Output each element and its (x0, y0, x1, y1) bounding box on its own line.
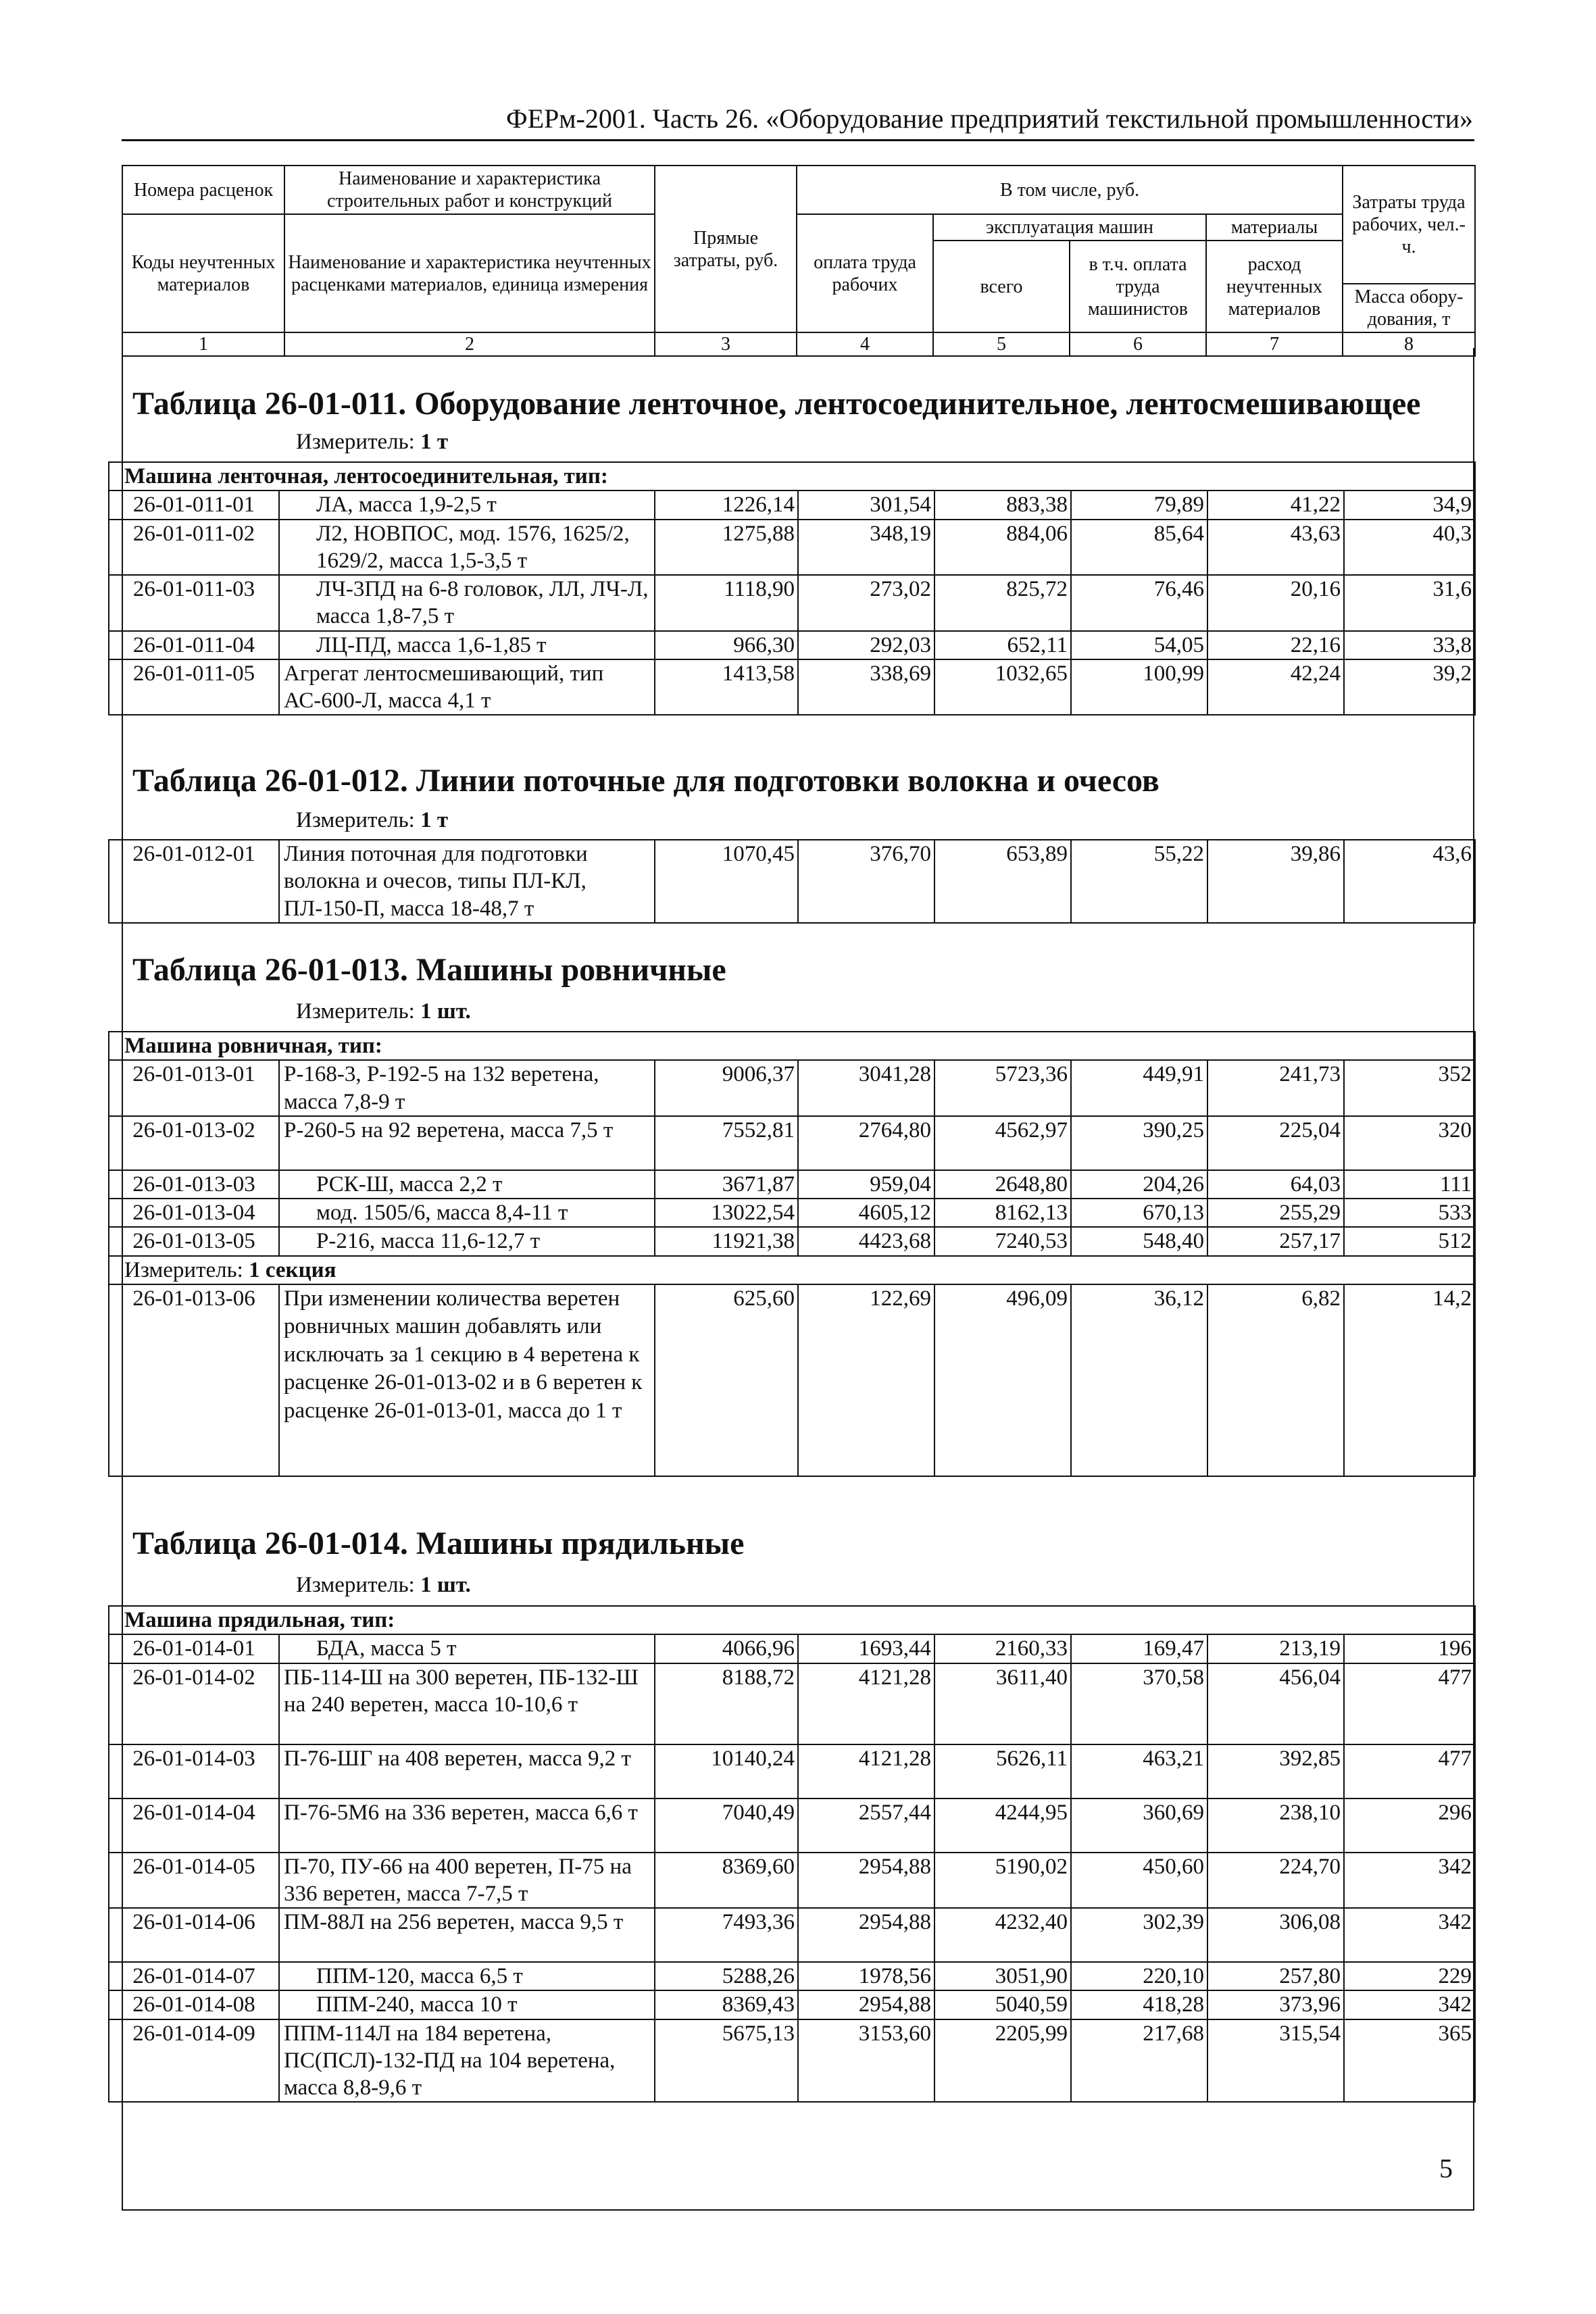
rate-code: 26-01-014-07 (109, 1962, 279, 1990)
rate-code: 26-01-014-08 (109, 1990, 279, 2019)
table-row (109, 1227, 1475, 1255)
labor-hours: 31,6 (1344, 575, 1475, 631)
data-table-013 (108, 1031, 1476, 1477)
machine-total: 4232,40 (934, 1908, 1071, 1962)
machine-total: 2648,80 (934, 1170, 1071, 1199)
direct-costs: 7552,81 (655, 1116, 798, 1170)
machinist-pay: 390,25 (1071, 1116, 1207, 1170)
labor-hours: 33,8 (1344, 631, 1475, 659)
measure-label: Измеритель: (296, 430, 415, 454)
labor-hours: 477 (1344, 1744, 1475, 1799)
col-number-2: 2 (284, 332, 655, 356)
rate-name: При изменении количества веретен ровничных машин добавлять или исключать за 1 секцию в 4 веретена к расценке 26-01-013-02 и в 6 веретен к расценке 26-01-013-01, масса до 1 т (279, 1284, 655, 1476)
col-direct-costs: Прямые затраты, руб. (655, 166, 797, 332)
rate-name: ПМ-88Л на 256 веретен, масса 9,5 т (279, 1908, 655, 1962)
table-row (109, 2019, 1475, 2103)
machinist-pay: 217,68 (1071, 2019, 1207, 2103)
machinist-pay: 204,26 (1071, 1170, 1207, 1199)
labor-hours: 365 (1344, 2019, 1475, 2103)
machinist-pay: 449,91 (1071, 1060, 1207, 1116)
rate-name: П-76-5М6 на 336 веретен, масса 6,6 т (279, 1799, 655, 1853)
rate-code: 26-01-012-01 (109, 840, 279, 923)
machine-total: 8162,13 (934, 1199, 1071, 1227)
rate-code: 26-01-014-02 (109, 1663, 279, 1744)
rate-code: 26-01-011-01 (109, 491, 279, 519)
direct-costs: 4066,96 (655, 1634, 798, 1663)
measure-014 (296, 1573, 471, 1598)
machinist-pay: 36,12 (1071, 1284, 1207, 1476)
table-row (109, 1634, 1475, 1663)
col-labor-pay: оплата труда рабочих (797, 214, 933, 332)
materials-cost: 225,04 (1207, 1116, 1344, 1170)
running-header: ФЕРм-2001. Часть 26. «Оборудование предприятий текстильной промышленности» (506, 103, 1473, 134)
col-number-5: 5 (933, 332, 1070, 356)
machine-total: 5190,02 (934, 1853, 1071, 1909)
machine-total: 4244,95 (934, 1799, 1071, 1853)
machine-total: 7240,53 (934, 1227, 1071, 1255)
direct-costs: 7040,49 (655, 1799, 798, 1853)
materials-cost: 213,19 (1207, 1634, 1344, 1663)
col-number-1: 1 (122, 332, 284, 356)
direct-costs: 7493,36 (655, 1908, 798, 1962)
machinist-pay: 450,60 (1071, 1853, 1207, 1909)
machinist-pay: 54,05 (1071, 631, 1207, 659)
labor-hours: 533 (1344, 1199, 1475, 1227)
materials-cost: 306,08 (1207, 1908, 1344, 1962)
rate-name: Линия поточная для подготовки волокна и очесов, типы ПЛ-КЛ, ПЛ-150-П, масса 18-48,7 т (279, 840, 655, 923)
rate-code: 26-01-013-01 (109, 1060, 279, 1116)
col-machinist-pay: в т.ч. оплата труда машинистов (1070, 241, 1206, 332)
subheader-013: Машина ровничная, тип: (109, 1032, 1475, 1060)
direct-costs: 8369,60 (655, 1853, 798, 1909)
rate-name: Р-168-3, Р-192-5 на 132 веретена, масса 7,8-9 т (279, 1060, 655, 1116)
materials-cost: 315,54 (1207, 2019, 1344, 2103)
rate-name: БДА, масса 5 т (279, 1634, 655, 1663)
rate-code: 26-01-013-06 (109, 1284, 279, 1476)
labor-hours: 43,6 (1344, 840, 1475, 923)
machine-total: 3051,90 (934, 1962, 1071, 1990)
rate-name: Р-260-5 на 92 веретена, масса 7,5 т (279, 1116, 655, 1170)
materials-cost: 257,17 (1207, 1227, 1344, 1255)
machinist-pay: 100,99 (1071, 659, 1207, 715)
measure-value: 1 шт. (420, 999, 471, 1024)
materials-cost: 22,16 (1207, 631, 1344, 659)
labor-hours: 342 (1344, 1853, 1475, 1909)
rate-name: П-70, ПУ-66 на 400 веретен, П-75 на 336 веретен, масса 7-7,5 т (279, 1853, 655, 1909)
col-number-7: 7 (1206, 332, 1343, 356)
measure-012 (296, 808, 448, 833)
labor-hours: 342 (1344, 1908, 1475, 1962)
subheader-014: Машина прядильная, тип: (109, 1606, 1475, 1634)
labor-hours: 342 (1344, 1990, 1475, 2019)
labor-hours: 34,9 (1344, 491, 1475, 519)
table-row (109, 491, 1475, 519)
measure-label: Измеритель: (124, 1257, 243, 1282)
direct-costs: 1070,45 (655, 840, 798, 923)
labor-hours: 196 (1344, 1634, 1475, 1663)
rate-code: 26-01-014-09 (109, 2019, 279, 2103)
subheader-011: Машина ленточная, лентосоединительная, тип: (109, 462, 1475, 491)
col-including: В том числе, руб. (797, 166, 1343, 214)
machinist-pay: 302,39 (1071, 1908, 1207, 1962)
rate-code: 26-01-014-05 (109, 1853, 279, 1909)
labor-pay: 1693,44 (798, 1634, 934, 1663)
machine-total: 2160,33 (934, 1634, 1071, 1663)
labor-pay: 2557,44 (798, 1799, 934, 1853)
table-row (109, 1962, 1475, 1990)
table-title-011: Таблица 26-01-011. Оборудование ленточное, лентосоединительное, лентосмешивающее (132, 386, 1421, 422)
rate-name: ППМ-120, масса 6,5 т (279, 1962, 655, 1990)
table-row (109, 659, 1475, 715)
rate-name: Р-216, масса 11,6-12,7 т (279, 1227, 655, 1255)
col-work-name: Наименование и характеристика строительных работ и конструкций (284, 166, 655, 214)
table-row (109, 1199, 1475, 1227)
direct-costs: 1413,58 (655, 659, 798, 715)
labor-pay: 273,02 (798, 575, 934, 631)
machine-total: 1032,65 (934, 659, 1071, 715)
measure-013 (296, 999, 471, 1024)
data-table-011 (108, 461, 1476, 715)
table-row (109, 1908, 1475, 1962)
table-row (109, 1284, 1475, 1476)
materials-cost: 373,96 (1207, 1990, 1344, 2019)
machine-total: 2205,99 (934, 2019, 1071, 2103)
table-row (109, 1060, 1475, 1116)
header-rule (122, 139, 1474, 141)
machine-total: 825,72 (934, 575, 1071, 631)
direct-costs: 1226,14 (655, 491, 798, 519)
col-machine-operation: эксплуатация машин (933, 214, 1206, 241)
direct-costs: 1275,88 (655, 520, 798, 576)
rate-name: Л2, НОВПОС, мод. 1576, 1625/2, 1629/2, масса 1,5-3,5 т (279, 520, 655, 576)
table-row (109, 520, 1475, 576)
materials-cost: 392,85 (1207, 1744, 1344, 1799)
table-title-014: Таблица 26-01-014. Машины прядильные (132, 1526, 745, 1561)
materials-cost: 241,73 (1207, 1060, 1344, 1116)
labor-hours: 296 (1344, 1799, 1475, 1853)
materials-cost: 41,22 (1207, 491, 1344, 519)
table-row (109, 575, 1475, 631)
rate-name: ППМ-114Л на 184 веретена, ПС(ПСЛ)-132-ПД на 104 веретена, масса 8,8-9,6 т (279, 2019, 655, 2103)
materials-cost: 238,10 (1207, 1799, 1344, 1853)
labor-hours: 39,2 (1344, 659, 1475, 715)
measure-value: 1 т (420, 430, 449, 454)
table-row (109, 1663, 1475, 1744)
labor-pay: 4423,68 (798, 1227, 934, 1255)
machinist-pay: 418,28 (1071, 1990, 1207, 2019)
labor-hours: 512 (1344, 1227, 1475, 1255)
rate-code: 26-01-011-05 (109, 659, 279, 715)
rate-code: 26-01-011-03 (109, 575, 279, 631)
machine-total: 884,06 (934, 520, 1071, 576)
table-row (109, 1853, 1475, 1909)
measure-value: 1 т (420, 808, 449, 832)
col-material-name: Наименование и характеристика неучтенных расценками материалов, единица измерения (284, 214, 655, 332)
labor-hours: 111 (1344, 1170, 1475, 1199)
col-materials-consumption: расход неучтенных материалов (1206, 241, 1343, 332)
measure-label: Измеритель: (296, 1573, 415, 1597)
labor-pay: 2954,88 (798, 1908, 934, 1962)
direct-costs: 5288,26 (655, 1962, 798, 1990)
direct-costs: 8188,72 (655, 1663, 798, 1744)
machine-total: 4562,97 (934, 1116, 1071, 1170)
direct-costs: 10140,24 (655, 1744, 798, 1799)
rate-code: 26-01-013-04 (109, 1199, 279, 1227)
rate-code: 26-01-011-02 (109, 520, 279, 576)
col-rate-numbers: Номера расценок (122, 166, 284, 214)
table-row (109, 1799, 1475, 1853)
materials-cost: 6,82 (1207, 1284, 1344, 1476)
labor-pay: 4121,28 (798, 1744, 934, 1799)
machine-total: 653,89 (934, 840, 1071, 923)
labor-pay: 2954,88 (798, 1853, 934, 1909)
table-row (109, 1170, 1475, 1199)
machinist-pay: 55,22 (1071, 840, 1207, 923)
direct-costs: 625,60 (655, 1284, 798, 1476)
machinist-pay: 79,89 (1071, 491, 1207, 519)
machine-total: 496,09 (934, 1284, 1071, 1476)
table-row (109, 840, 1475, 923)
machinist-pay: 85,64 (1071, 520, 1207, 576)
machinist-pay: 169,47 (1071, 1634, 1207, 1663)
labor-pay: 3153,60 (798, 2019, 934, 2103)
machine-total: 5723,36 (934, 1060, 1071, 1116)
col-materials: материалы (1206, 214, 1343, 241)
materials-cost: 43,63 (1207, 520, 1344, 576)
labor-pay: 1978,56 (798, 1962, 934, 1990)
machine-total: 3611,40 (934, 1663, 1071, 1744)
rate-code: 26-01-014-04 (109, 1799, 279, 1853)
direct-costs: 11921,38 (655, 1227, 798, 1255)
data-table-014 (108, 1605, 1476, 2103)
measure-value: 1 шт. (420, 1573, 471, 1597)
labor-hours: 477 (1344, 1663, 1475, 1744)
rate-code: 26-01-013-03 (109, 1170, 279, 1199)
rate-name: ЛЦ-ПД, масса 1,6-1,85 т (279, 631, 655, 659)
labor-pay: 3041,28 (798, 1060, 934, 1116)
labor-hours: 352 (1344, 1060, 1475, 1116)
labor-pay: 348,19 (798, 520, 934, 576)
labor-pay: 4605,12 (798, 1199, 934, 1227)
labor-hours: 40,3 (1344, 520, 1475, 576)
col-number-6: 6 (1070, 332, 1206, 356)
table-row (109, 631, 1475, 659)
machine-total: 5040,59 (934, 1990, 1071, 2019)
data-table-012 (108, 839, 1476, 924)
direct-costs: 5675,13 (655, 2019, 798, 2103)
rate-name: ЛА, масса 1,9-2,5 т (279, 491, 655, 519)
rate-code: 26-01-013-05 (109, 1227, 279, 1255)
machine-total: 883,38 (934, 491, 1071, 519)
rate-name: РСК-Ш, масса 2,2 т (279, 1170, 655, 1199)
machinist-pay: 76,46 (1071, 575, 1207, 631)
rate-name: ЛЧ-3ПД на 6-8 головок, ЛЛ, ЛЧ-Л, масса 1,8-7,5 т (279, 575, 655, 631)
machine-total: 5626,11 (934, 1744, 1071, 1799)
machinist-pay: 370,58 (1071, 1663, 1207, 1744)
labor-pay: 301,54 (798, 491, 934, 519)
materials-cost: 20,16 (1207, 575, 1344, 631)
table-row (109, 1990, 1475, 2019)
direct-costs: 3671,87 (655, 1170, 798, 1199)
direct-costs: 1118,90 (655, 575, 798, 631)
rate-code: 26-01-014-01 (109, 1634, 279, 1663)
labor-pay: 122,69 (798, 1284, 934, 1476)
labor-pay: 292,03 (798, 631, 934, 659)
machinist-pay: 670,13 (1071, 1199, 1207, 1227)
col-number-8: 8 (1343, 332, 1475, 356)
materials-cost: 255,29 (1207, 1199, 1344, 1227)
direct-costs: 9006,37 (655, 1060, 798, 1116)
rate-name: П-76-ШГ на 408 веретен, масса 9,2 т (279, 1744, 655, 1799)
materials-cost: 64,03 (1207, 1170, 1344, 1199)
labor-pay: 338,69 (798, 659, 934, 715)
materials-cost: 42,24 (1207, 659, 1344, 715)
col-equipment-mass: Масса обору- дования, т (1343, 284, 1475, 332)
table-title-013: Таблица 26-01-013. Машины ровничные (132, 952, 726, 988)
page-number: 5 (1439, 2153, 1453, 2184)
rate-name: ППМ-240, масса 10 т (279, 1990, 655, 2019)
measure-label: Измеритель: (296, 808, 415, 832)
machinist-pay: 360,69 (1071, 1799, 1207, 1853)
measure-013-section (109, 1256, 1475, 1284)
col-number-4: 4 (797, 332, 933, 356)
column-header-table (122, 165, 1476, 357)
direct-costs: 13022,54 (655, 1199, 798, 1227)
direct-costs: 8369,43 (655, 1990, 798, 2019)
table-title-012: Таблица 26-01-012. Линии поточные для подготовки волокна и очесов (132, 763, 1159, 799)
col-labor-costs: Затраты труда рабочих, чел.-ч. (1343, 166, 1475, 284)
rate-name: Агрегат лентосмешивающий, тип АС-600-Л, масса 4,1 т (279, 659, 655, 715)
labor-pay: 2954,88 (798, 1990, 934, 2019)
machinist-pay: 220,10 (1071, 1962, 1207, 1990)
col-total: всего (933, 241, 1070, 332)
materials-cost: 257,80 (1207, 1962, 1344, 1990)
rate-name: мод. 1505/6, масса 8,4-11 т (279, 1199, 655, 1227)
machine-total: 652,11 (934, 631, 1071, 659)
labor-pay: 2764,80 (798, 1116, 934, 1170)
col-number-3: 3 (655, 332, 797, 356)
materials-cost: 224,70 (1207, 1853, 1344, 1909)
rate-code: 26-01-011-04 (109, 631, 279, 659)
labor-pay: 959,04 (798, 1170, 934, 1199)
materials-cost: 456,04 (1207, 1663, 1344, 1744)
measure-value: 1 секция (249, 1257, 336, 1282)
labor-pay: 376,70 (798, 840, 934, 923)
measure-label: Измеритель: (296, 999, 415, 1024)
direct-costs: 966,30 (655, 631, 798, 659)
rate-code: 26-01-014-06 (109, 1908, 279, 1962)
col-codes: Коды неучтенных материалов (122, 214, 284, 332)
machinist-pay: 548,40 (1071, 1227, 1207, 1255)
labor-hours: 229 (1344, 1962, 1475, 1990)
table-row (109, 1116, 1475, 1170)
measure-011 (296, 430, 448, 455)
labor-pay: 4121,28 (798, 1663, 934, 1744)
rate-code: 26-01-014-03 (109, 1744, 279, 1799)
materials-cost: 39,86 (1207, 840, 1344, 923)
labor-hours: 14,2 (1344, 1284, 1475, 1476)
labor-hours: 320 (1344, 1116, 1475, 1170)
rate-name: ПБ-114-Ш на 300 веретен, ПБ-132-Ш на 240 веретен, масса 10-10,6 т (279, 1663, 655, 1744)
rate-code: 26-01-013-02 (109, 1116, 279, 1170)
machinist-pay: 463,21 (1071, 1744, 1207, 1799)
table-row (109, 1744, 1475, 1799)
